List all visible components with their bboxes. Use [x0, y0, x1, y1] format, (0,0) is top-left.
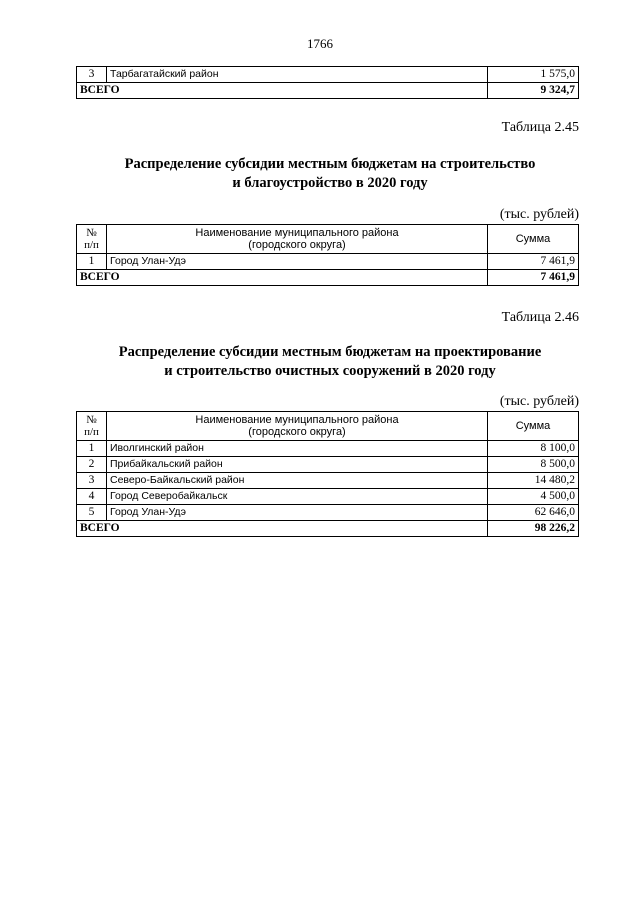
row-sum: 1 575,0	[488, 67, 579, 83]
total-sum: 7 461,9	[488, 270, 579, 286]
row-number: 4	[77, 489, 107, 505]
total-row	[77, 521, 579, 537]
header-sum: Сумма	[488, 225, 579, 254]
header-row	[77, 412, 579, 441]
row-sum: 8 100,0	[488, 441, 579, 457]
total-label: ВСЕГО	[77, 270, 488, 286]
table-label-2-46: Таблица 2.46	[501, 310, 579, 325]
title-line-2: и благоустройство в 2020 году	[232, 175, 428, 191]
header-name: Наименование муниципального района (городского округа)	[107, 225, 488, 254]
row-number: 1	[77, 441, 107, 457]
row-sum: 4 500,0	[488, 489, 579, 505]
row-number: 5	[77, 505, 107, 521]
row-name: Прибайкальский район	[107, 457, 488, 473]
row-sum: 62 646,0	[488, 505, 579, 521]
title-line-1: Распределение субсидии местным бюджетам на проектирование	[118, 344, 542, 360]
header-sum: Сумма	[488, 412, 579, 441]
table-row	[77, 489, 579, 505]
header-name: Наименование муниципального района (городского округа)	[107, 412, 488, 441]
table-row	[77, 441, 579, 457]
table-row	[77, 505, 579, 521]
row-sum: 8 500,0	[488, 457, 579, 473]
total-label: ВСЕГО	[77, 521, 488, 537]
total-sum: 9 324,7	[488, 83, 579, 99]
header-number: № п/п	[77, 225, 107, 254]
row-sum: 14 480,2	[488, 473, 579, 489]
total-label: ВСЕГО	[77, 83, 488, 99]
table-2-46	[76, 411, 579, 537]
total-sum: 98 226,2	[488, 521, 579, 537]
row-sum: 7 461,9	[488, 254, 579, 270]
table-row	[77, 254, 579, 270]
table-title-2-45	[60, 155, 600, 193]
row-name: Город Северобайкальск	[107, 489, 488, 505]
units-label: (тыс. рублей)	[499, 394, 579, 409]
row-number: 3	[77, 67, 107, 83]
table-label-2-45: Таблица 2.45	[501, 120, 579, 135]
row-name: Северо-Байкальский район	[107, 473, 488, 489]
row-name: Город Улан-Удэ	[107, 254, 488, 270]
header-row	[77, 225, 579, 254]
table-title-2-46	[60, 343, 600, 381]
header-number: № п/п	[77, 412, 107, 441]
title-line-1: Распределение субсидии местным бюджетам на строительство	[124, 156, 536, 172]
total-row	[77, 83, 579, 99]
row-number: 3	[77, 473, 107, 489]
page-number: 1766	[307, 36, 333, 51]
previous-table	[76, 66, 579, 99]
total-row	[77, 270, 579, 286]
row-name: Город Улан-Удэ	[107, 505, 488, 521]
table-2-45	[76, 224, 579, 286]
units-label: (тыс. рублей)	[499, 207, 579, 222]
row-name: Тарбагатайский район	[107, 67, 488, 83]
row-number: 2	[77, 457, 107, 473]
title-line-2: и строительство очистных сооружений в 2020 году	[164, 363, 496, 379]
row-number: 1	[77, 254, 107, 270]
table-row	[77, 67, 579, 83]
row-name: Иволгинский район	[107, 441, 488, 457]
table-row	[77, 457, 579, 473]
table-row	[77, 473, 579, 489]
